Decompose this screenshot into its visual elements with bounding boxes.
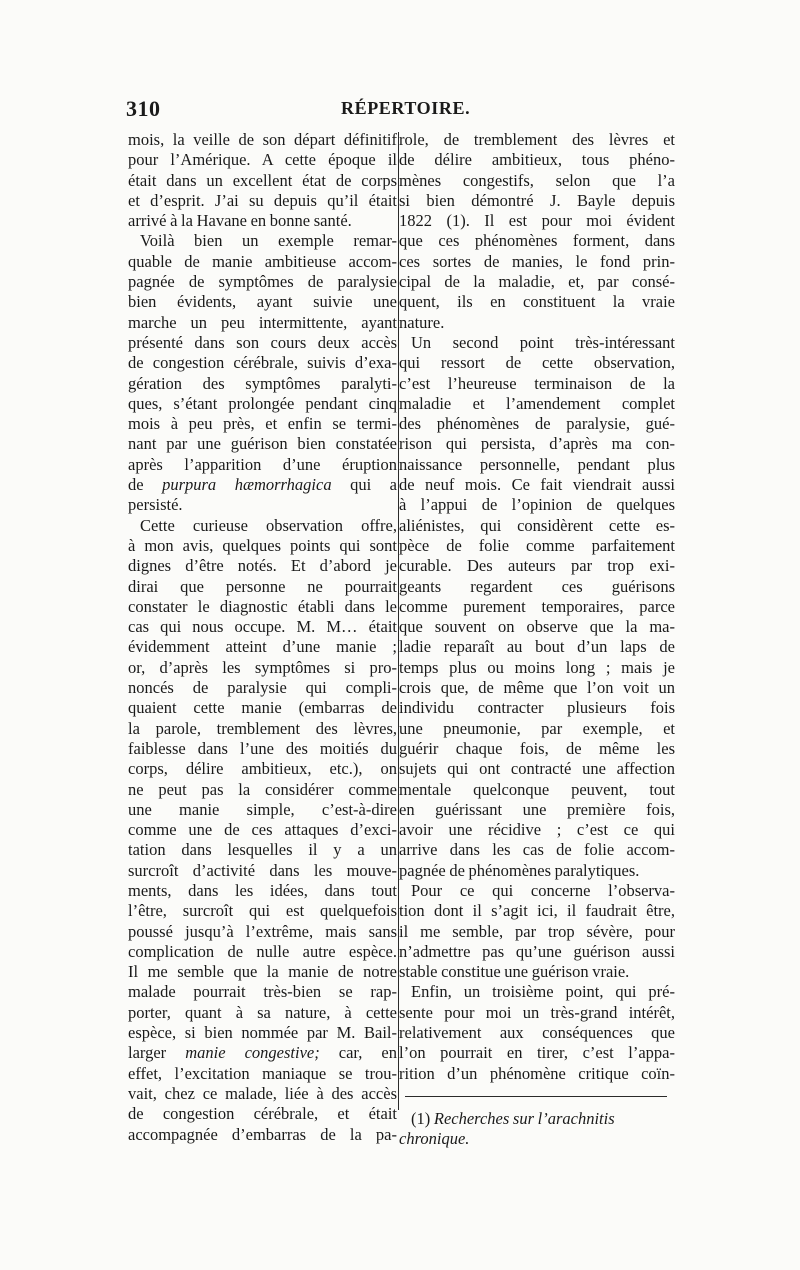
text-line: individu contracter plusieurs fois: [399, 698, 675, 718]
text-line: gération des symptômes paralyti-: [128, 373, 397, 393]
text-line: la parole, tremblement des lèvres,: [128, 718, 397, 738]
footnote-text-cont: chronique.: [399, 1129, 470, 1149]
text-line: effet, l’excitation maniaque se trou-: [128, 1063, 397, 1083]
text-line: bien évidents, ayant suivie une: [128, 292, 397, 312]
text-line: pagnée de phénomènes paralytiques.: [399, 860, 640, 880]
text-line: arrive dans les cas de folie accom-: [399, 840, 675, 860]
text-line: corps, délire ambitieux, etc.), on: [128, 759, 397, 779]
text-line: pèce de folie comme parfaitement: [399, 535, 675, 555]
text-line: arrivé à la Havane en bonne santé.: [128, 211, 352, 231]
text-line: crois que, de même que l’on voit un: [399, 678, 675, 698]
text-line: maladie et l’amendement complet: [399, 393, 675, 413]
text-line: en guérissant une première fois,: [399, 799, 675, 819]
text-line: temps plus ou moins long ; mais je: [399, 657, 675, 677]
right-column-body: [399, 130, 675, 1084]
right-column: [399, 130, 675, 1150]
text-line: larger manie congestive; car, en: [128, 1043, 397, 1063]
text-line: sujets qui ont contracté une affection: [399, 759, 675, 779]
text-line: de délire ambitieux, tous phéno-: [399, 150, 675, 170]
text-line: or, d’après les symptômes si pro-: [128, 657, 397, 677]
text-line: si bien démontré J. Bayle depuis: [399, 190, 675, 210]
text-line: tation dans lesquelles il y a un: [128, 840, 397, 860]
text-line: présenté dans son cours deux accès: [128, 332, 397, 352]
text-line: que ces phénomènes forment, dans: [399, 231, 675, 251]
footnote-divider: [405, 1096, 667, 1097]
text-line: pour l’Amérique. A cette époque il: [128, 150, 397, 170]
text-line: 1822 (1). Il est pour moi évident: [399, 211, 675, 231]
text-line: Pour ce qui concerne l’observa-: [411, 880, 675, 900]
text-line: relativement aux conséquences que: [399, 1023, 675, 1043]
text-line: il me semble, par trop sévère, pour: [399, 921, 675, 941]
text-line: malade pourrait très-bien se rap-: [128, 982, 397, 1002]
text-line: dirai que personne ne pourrait: [128, 576, 397, 596]
text-line: Un second point très-intéressant: [411, 332, 675, 352]
text-line: de purpura hæmorrhagica qui a: [128, 475, 397, 495]
text-line: pagnée de symptômes de paralysie: [128, 272, 397, 292]
text-line: après l’apparition d’une éruption: [128, 454, 397, 474]
text-line: mènes congestifs, selon que l’a: [399, 170, 675, 190]
text-line: mois, la veille de son départ définitif: [128, 130, 397, 149]
text-line: cipal de la maladie, et, par consé-: [399, 272, 675, 292]
footnote-text: Recherches sur l’arachnitis: [433, 1108, 615, 1128]
text-line: ces sortes de manies, le fond prin-: [399, 251, 675, 271]
page-header: [126, 96, 674, 124]
text-line: de neuf mois. Ce fait viendrait aussi: [399, 475, 675, 495]
running-title: RÉPERTOIRE.: [341, 98, 471, 118]
text-line: persisté.: [128, 495, 183, 515]
text-line: constater le diagnostic établi dans le: [128, 596, 397, 616]
text-line: naissance personnelle, pendant plus: [399, 454, 675, 474]
text-line: espèce, si bien nommée par M. Bail-: [128, 1023, 397, 1043]
text-line: n’admettre pas qu’une guérison aussi: [399, 941, 675, 961]
text-line: qui ressort de cette observation,: [399, 353, 675, 373]
text-line: mentale quelconque peuvent, tout: [399, 779, 675, 799]
text-line: role, de tremblement des lèvres et: [399, 130, 675, 149]
footnote: [399, 1109, 675, 1129]
text-line: accompagnée d’embarras de la pa-: [128, 1124, 397, 1144]
text-line: une manie simple, c’est-à-dire: [128, 799, 397, 819]
text-line: ques, s’étant prolongée pendant cinq: [128, 393, 397, 413]
page-number: 310: [126, 96, 161, 121]
text-line: comme purement temporaires, parce: [399, 596, 675, 616]
text-line: mois à peu près, et enfin se termi-: [128, 414, 397, 434]
footnote-marker: (1): [411, 1108, 431, 1128]
text-line: poussé jusqu’à l’extrême, mais sans: [128, 921, 397, 941]
text-line: marche un peu intermittente, ayant: [128, 312, 397, 332]
text-line: avoir une récidive ; c’est ce qui: [399, 820, 675, 840]
text-line: rison qui persista, d’après ma con-: [399, 434, 675, 454]
text-line: comme une de ces attaques d’exci-: [128, 820, 397, 840]
text-line: geants regardent ces guérisons: [399, 576, 675, 596]
text-line: ments, dans les idées, dans tout: [128, 880, 397, 900]
text-line: de congestion cérébrale, et était: [128, 1104, 397, 1124]
text-line: ne peut pas la considérer comme: [128, 779, 397, 799]
text-line: quent, ils en constituent la vraie: [399, 292, 675, 312]
text-line: à l’appui de l’opinion de quelques: [399, 495, 675, 515]
text-line: quaient cette manie (embarras de: [128, 698, 397, 718]
text-line: à mon avis, quelques points qui sont: [128, 535, 397, 555]
text-line: tion dont il s’agit ici, il faudrait être,: [399, 901, 675, 921]
text-line: curable. Des auteurs par trop exi-: [399, 556, 675, 576]
text-line: quable de manie ambitieuse accom-: [128, 251, 397, 271]
text-line: Enfin, un troisième point, qui pré-: [411, 982, 675, 1002]
text-line: l’on pourrait en tirer, c’est l’appa-: [399, 1043, 675, 1063]
text-line: nant par une guérison bien constatée: [128, 434, 397, 454]
text-line: de congestion cérébrale, suivis d’exa-: [128, 353, 397, 373]
text-line: faiblesse dans l’une des moitiés du: [128, 738, 397, 758]
text-line: vait, chez ce malade, liée à des accès: [128, 1083, 397, 1103]
text-line: était dans un excellent état de corps: [128, 170, 397, 190]
text-line: dignes d’être notés. Et d’abord je: [128, 556, 397, 576]
text-line: porter, quant à sa nature, à cette: [128, 1002, 397, 1022]
text-line: nature.: [399, 312, 445, 332]
text-line: évidemment atteint d’une manie ;: [128, 637, 397, 657]
text-line: c’est l’heureuse terminaison de la: [399, 373, 675, 393]
text-line: Il me semble que la manie de notre: [128, 962, 397, 982]
text-line: sente pour moi un très-grand intérêt,: [399, 1002, 675, 1022]
text-line: Cette curieuse observation offre,: [140, 515, 397, 535]
text-line: cas qui nous occupe. M. M… était: [128, 617, 397, 637]
text-line: et d’esprit. J’ai su depuis qu’il était: [128, 190, 397, 210]
text-line: l’être, surcroît qui est quelquefois: [128, 901, 397, 921]
text-line: complication de nulle autre espèce.: [128, 941, 397, 961]
text-line: une pneumonie, par exemple, et: [399, 718, 675, 738]
text-line: que souvent on observe que la ma-: [399, 617, 675, 637]
text-line: ladie reparaît au bout d’un laps de: [399, 637, 675, 657]
text-line: rition d’un phénomène critique coïn-: [399, 1063, 675, 1083]
text-line: Voilà bien un exemple remar-: [140, 231, 397, 251]
text-line: aliénistes, qui considèrent cette es-: [399, 515, 675, 535]
text-line: surcroît d’activité dans les mouve-: [128, 860, 397, 880]
footnote-continuation: [399, 1129, 675, 1149]
left-column: [128, 130, 397, 1145]
text-line: des phénomènes de paralysie, gué-: [399, 414, 675, 434]
text-line: stable constitue une guérison vraie.: [399, 962, 630, 982]
text-line: noncés de paralysie qui compli-: [128, 678, 397, 698]
text-line: guérir chaque fois, de même les: [399, 738, 675, 758]
